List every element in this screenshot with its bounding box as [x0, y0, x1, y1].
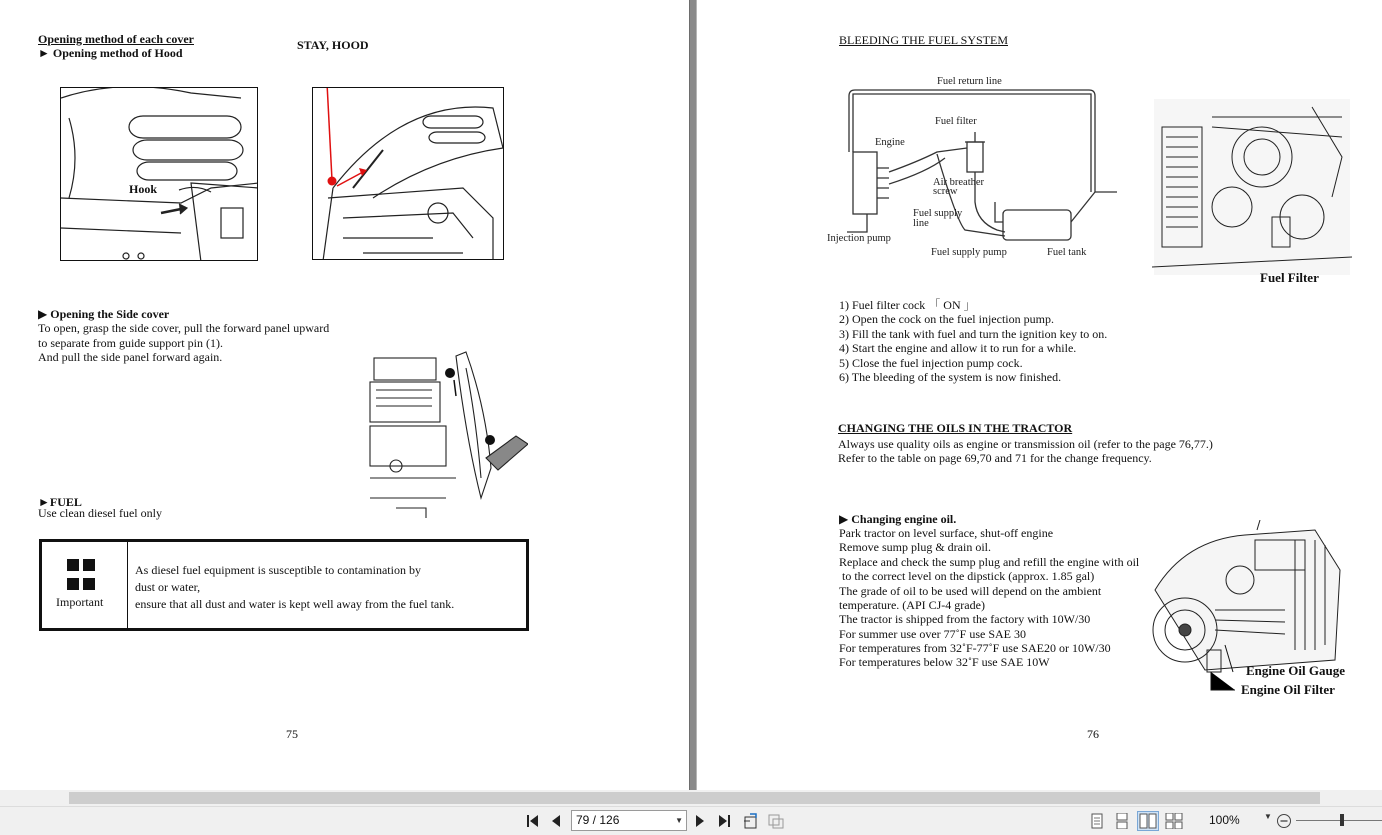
important-notice	[39, 539, 529, 631]
facing-icon	[1139, 813, 1157, 829]
engine-oil-line-6: temperature. (API CJ-4 grade)	[839, 598, 985, 612]
engine-oil-line-10: For temperatures below 32˚F use SAE 10W	[839, 655, 1050, 669]
diagram-label-engine: Engine	[875, 137, 905, 148]
prev-page-icon	[548, 813, 564, 829]
engine-oil-line-8: For summer use over 77˚F use SAE 30	[839, 627, 1026, 641]
bleeding-step-1: 1) Fuel filter cock 「 ON 」	[839, 298, 976, 312]
single-page-view-button[interactable]	[1087, 811, 1107, 831]
zoom-out-button[interactable]	[1274, 811, 1294, 831]
rotate-button[interactable]	[741, 811, 761, 831]
engine-oil-line-1: Park tractor on level surface, shut-off engine	[839, 526, 1054, 540]
zoom-out-icon	[1276, 813, 1292, 829]
side-cover-line-3: And pull the side panel forward again.	[38, 350, 223, 364]
oils-line-1: Always use quality oils as engine or transmission oil (refer to the page 76,77.)	[838, 437, 1213, 451]
snapshot-icon	[767, 812, 785, 830]
important-line-1: As diesel fuel equipment is susceptible to contamination by	[135, 563, 421, 577]
important-label: Important	[56, 595, 104, 609]
heading-bleeding: BLEEDING THE FUEL SYSTEM	[839, 33, 1008, 47]
horizontal-scrollbar[interactable]	[0, 790, 1382, 806]
zoom-value[interactable]: 100%	[1209, 813, 1240, 827]
oils-line-2: Refer to the table on page 69,70 and 71 for the change frequency.	[838, 451, 1152, 465]
heading-side-cover: ▶ Opening the Side cover	[38, 307, 170, 321]
prev-page-button[interactable]	[546, 811, 566, 831]
page-dropdown-icon[interactable]: ▼	[675, 816, 683, 825]
hood-hook-figure	[60, 87, 258, 261]
bleeding-step-4: 4) Start the engine and allow it to run for a while.	[839, 341, 1077, 355]
horizontal-scrollbar-thumb[interactable]	[69, 792, 1320, 804]
viewer-toolbar	[0, 806, 1382, 835]
important-line-2: dust or water,	[135, 580, 201, 594]
next-page-icon	[692, 813, 708, 829]
diagram-label-fuel-supply-line-2: line	[913, 218, 929, 229]
diagram-label-injection-pump: Injection pump	[827, 233, 891, 244]
diagram-label-air-breather-2: screw	[933, 186, 958, 197]
fuel-system-diagram	[827, 72, 1132, 262]
photo-label-fuel-filter: Fuel Filter	[1260, 270, 1319, 285]
zoom-slider-thumb[interactable]	[1340, 814, 1344, 826]
heading-oils: CHANGING THE OILS IN THE TRACTOR	[838, 421, 1073, 435]
right-page	[697, 0, 1382, 790]
bleeding-step-3: 3) Fill the tank with fuel and turn the ignition key to on.	[839, 327, 1108, 341]
diagram-label-fuel-return-line: Fuel return line	[937, 76, 1002, 87]
continuous-facing-icon	[1165, 813, 1183, 829]
fuel-filter-engine-image	[1152, 97, 1352, 277]
bleeding-step-2: 2) Open the cock on the fuel injection pump.	[839, 312, 1054, 326]
important-text	[135, 562, 454, 613]
important-cell	[42, 542, 128, 628]
label-engine-oil-filter: Engine Oil Filter	[1241, 682, 1335, 697]
zoom-slider[interactable]	[1296, 820, 1382, 821]
rotate-icon	[742, 812, 760, 830]
label-stay-hood: STAY, HOOD	[297, 38, 369, 52]
continuous-facing-view-button[interactable]	[1164, 811, 1184, 831]
side-cover-line-2: to separate from guide support pin (1).	[38, 336, 223, 350]
last-page-icon	[716, 813, 732, 829]
diagram-label-air-breather-1: Air breather	[933, 177, 985, 188]
first-page-button[interactable]	[523, 811, 543, 831]
hood-stay-figure	[312, 87, 504, 260]
engine-oil-line-2: Remove sump plug & drain oil.	[839, 540, 991, 554]
label-hook: Hook	[129, 182, 158, 196]
heading-fuel: ►FUEL	[38, 495, 82, 509]
page-indicator: 79 / 126	[576, 813, 620, 827]
bleeding-step-6: 6) The bleeding of the system is now finished.	[839, 370, 1062, 384]
facing-view-button[interactable]	[1137, 811, 1159, 831]
next-page-button[interactable]	[690, 811, 710, 831]
label-engine-oil-gauge: Engine Oil Gauge	[1246, 663, 1345, 678]
engine-oil-line-5: The grade of oil to be used will depend on the ambient	[839, 584, 1102, 598]
fuel-text: Use clean diesel fuel only	[38, 506, 162, 520]
warning-squares-icon	[67, 559, 97, 592]
continuous-view-button[interactable]	[1112, 811, 1132, 831]
engine-oil-line-4: to the correct level on the dipstick (approx. 1.85 gal)	[839, 569, 1095, 583]
important-line-3: ensure that all dust and water is kept well away from the fuel tank.	[135, 597, 455, 611]
side-cover-line-1: To open, grasp the side cover, pull the forward panel upward	[38, 321, 330, 335]
heading-engine-oil: ▶ Changing engine oil.	[839, 512, 957, 526]
engine-oil-line-7: The tractor is shipped from the factory with 10W/30	[839, 612, 1091, 626]
engine-oil-line-9: For temperatures from 32˚F-77˚F use SAE20 or 10W/30	[839, 641, 1111, 655]
single-page-icon	[1090, 813, 1104, 829]
page-divider	[689, 0, 697, 790]
zoom-dropdown-icon[interactable]: ▼	[1264, 812, 1272, 821]
page-number-left: 75	[286, 727, 298, 741]
engine-oil-line-3: Replace and check the sump plug and refill the engine with oil	[839, 555, 1140, 569]
snapshot-button[interactable]	[766, 811, 786, 831]
left-page	[0, 0, 689, 790]
page-number-right: 76	[1087, 727, 1099, 741]
last-page-button[interactable]	[714, 811, 734, 831]
diagram-label-fuel-filter: Fuel filter	[935, 116, 977, 127]
heading-hood: ► Opening method of Hood	[38, 46, 183, 60]
diagram-label-fuel-supply-line-1: Fuel supply	[913, 208, 963, 219]
continuous-icon	[1115, 813, 1129, 829]
first-page-icon	[525, 813, 541, 829]
diagram-label-fuel-tank: Fuel tank	[1047, 247, 1087, 258]
page-number-input[interactable]	[571, 810, 687, 831]
heading-covers: Opening method of each cover	[38, 32, 194, 46]
side-cover-figure	[366, 348, 528, 518]
diagram-label-fuel-supply-pump: Fuel supply pump	[931, 247, 1007, 258]
bleeding-step-5: 5) Close the fuel injection pump cock.	[839, 356, 1023, 370]
